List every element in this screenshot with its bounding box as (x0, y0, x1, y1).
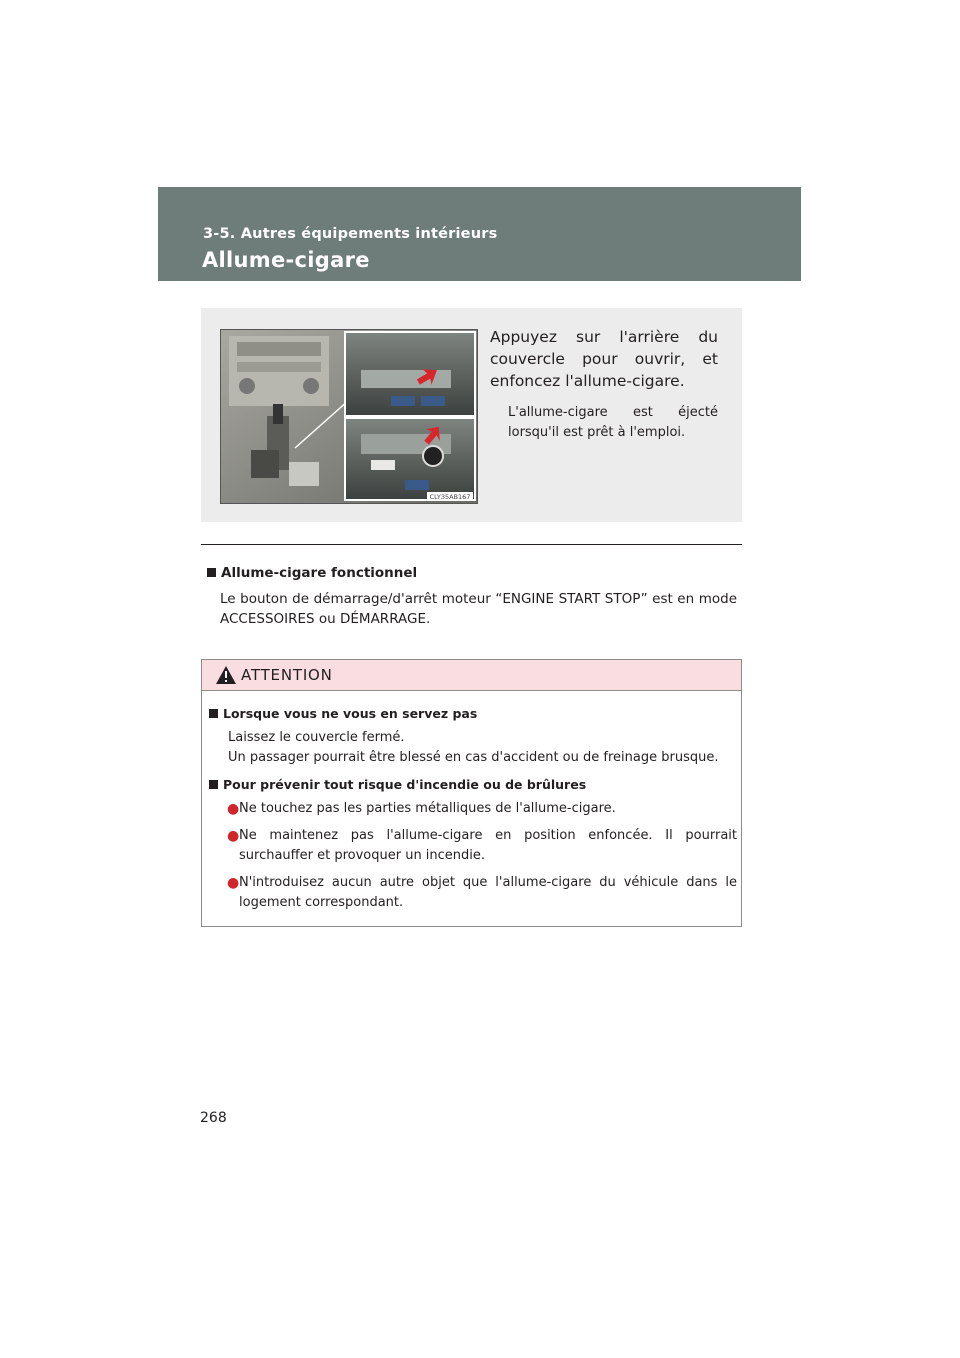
list-item (227, 873, 737, 913)
list-item-text: Ne touchez pas les parties métalliques de l'allume-cigare. (239, 801, 616, 816)
red-dot-icon: ● (227, 828, 240, 844)
note-title: Allume-cigare fonctionnel (221, 565, 418, 581)
figure-sub-caption: L'allume-cigare est éjecté lorsqu'il est prêt à l'emploi. (508, 405, 718, 440)
console-photo (220, 329, 478, 504)
section-label: 3-5. Autres équipements intérieurs (203, 226, 498, 242)
warning-section-title (209, 704, 737, 724)
warning-line: Laissez le couvercle fermé. (228, 730, 405, 745)
note-body: Le bouton de démarrage/d'arrêt moteur “ENGINE START STOP” est en mode ACCESSOIRES ou DÉMARRAGE. (220, 591, 737, 627)
warning-triangle-icon (215, 665, 237, 689)
list-item (227, 826, 737, 866)
page-number: 268 (200, 1110, 227, 1126)
list-item-text: Ne maintenez pas l'allume-cigare en position enfoncée. Il pourrait surchauffer et provoquer un incendie. (239, 828, 737, 863)
warning-box (201, 659, 742, 927)
red-dot-icon: ● (227, 875, 240, 891)
square-bullet-icon (209, 709, 218, 718)
divider (201, 544, 742, 545)
warning-title: ATTENTION (241, 666, 333, 684)
warning-section-title-text: Pour prévenir tout risque d'incendie ou de brûlures (223, 777, 587, 792)
page-title: Allume-cigare (202, 248, 370, 272)
warning-line: Un passager pourrait être blessé en cas d'accident ou de freinage brusque. (228, 750, 719, 765)
red-dot-icon: ● (227, 801, 240, 817)
square-bullet-icon (207, 568, 216, 577)
square-bullet-icon (209, 780, 218, 789)
figure-caption: Appuyez sur l'arrière du couvercle pour ouvrir, et enfoncez l'allume-cigare. (490, 328, 718, 390)
chapter-header (158, 187, 801, 281)
figure-panel (201, 308, 742, 522)
warning-section-title-text: Lorsque vous ne vous en servez pas (223, 706, 478, 721)
note-section (207, 563, 737, 629)
warning-section-body (228, 728, 737, 768)
warning-content (209, 704, 737, 920)
image-code: CLY35AB167 (429, 493, 471, 501)
note-heading (207, 563, 737, 583)
list-item-text: N'introduisez aucun autre objet que l'allume-cigare du véhicule dans le logement correspondant. (239, 875, 737, 910)
list-item (227, 799, 737, 819)
warning-section-title (209, 775, 737, 795)
warning-header (202, 660, 741, 691)
